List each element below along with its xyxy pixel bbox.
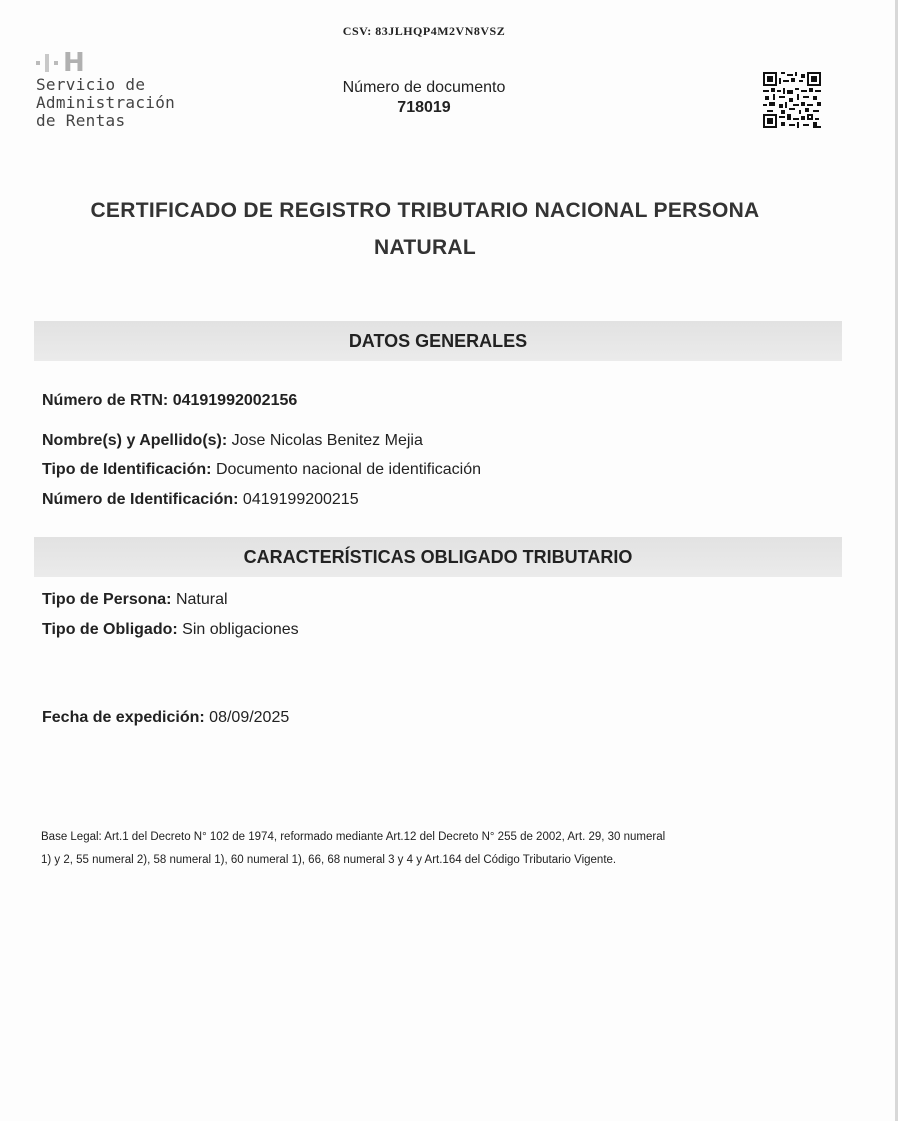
field-value: Natural [175, 591, 228, 608]
field-value: 0419199200215 [242, 491, 359, 508]
qr-code-icon [763, 72, 821, 128]
field-label: Tipo de Identificación: [42, 461, 212, 478]
logo-line-2: Administración [36, 93, 176, 112]
field-tipo-persona [42, 591, 228, 609]
field-label: Nombre(s) y Apellido(s): [42, 432, 228, 449]
field-value: 04191992002156 [172, 392, 298, 409]
logo-h-icon: H [63, 48, 85, 78]
legal-line-1: Base Legal: Art.1 del Decreto N° 102 de 1974, reformado mediante Art.12 del Decreto N° 255 de 2002, Art. 29, 30 numeral [41, 831, 666, 843]
field-tipo-identificacion [42, 461, 481, 479]
field-nombre [42, 432, 423, 450]
section-header-caracteristicas: CARACTERÍSTICAS OBLIGADO TRIBUTARIO [34, 537, 842, 577]
legal-basis [41, 826, 801, 872]
field-value: 08/09/2025 [209, 709, 290, 726]
field-label: Número de RTN: [42, 392, 169, 409]
field-label: Tipo de Persona: [42, 591, 172, 608]
document-number-value: 718019 [397, 99, 451, 116]
field-value: Sin obligaciones [182, 621, 299, 638]
field-value: Documento nacional de identificación [215, 461, 482, 478]
legal-line-2: 1) y 2, 55 numeral 2), 58 numeral 1), 60 numeral 1), 66, 68 numeral 3 y 4 y Art.164 del Código Tributario Vigente. [41, 854, 617, 866]
logo-line-3: de Rentas [36, 111, 126, 130]
logo-bar [45, 54, 49, 72]
csv-code: CSV: 83JLHQP4M2VN8VSZ [342, 24, 506, 38]
logo-dot [54, 61, 58, 65]
field-label: Fecha de expedición: [42, 709, 205, 726]
logo-mark [36, 50, 175, 76]
field-rtn [42, 392, 297, 410]
field-numero-identificacion [42, 491, 359, 509]
document-number [300, 78, 548, 118]
document-number-label: Número de documento [342, 79, 506, 96]
field-value: Jose Nicolas Benitez Mejia [231, 432, 423, 449]
logo-dot [36, 61, 40, 65]
field-label: Tipo de Obligado: [42, 621, 178, 638]
sar-logo [36, 50, 175, 130]
field-fecha-expedicion [42, 709, 289, 727]
logo-line-1: Servicio de [36, 75, 146, 94]
certificate-title: CERTIFICADO DE REGISTRO TRIBUTARIO NACIONAL PERSONA NATURAL [90, 199, 760, 259]
section-header-datos-generales: DATOS GENERALES [34, 321, 842, 361]
field-label: Número de Identificación: [42, 491, 239, 508]
field-tipo-obligado [42, 621, 299, 639]
